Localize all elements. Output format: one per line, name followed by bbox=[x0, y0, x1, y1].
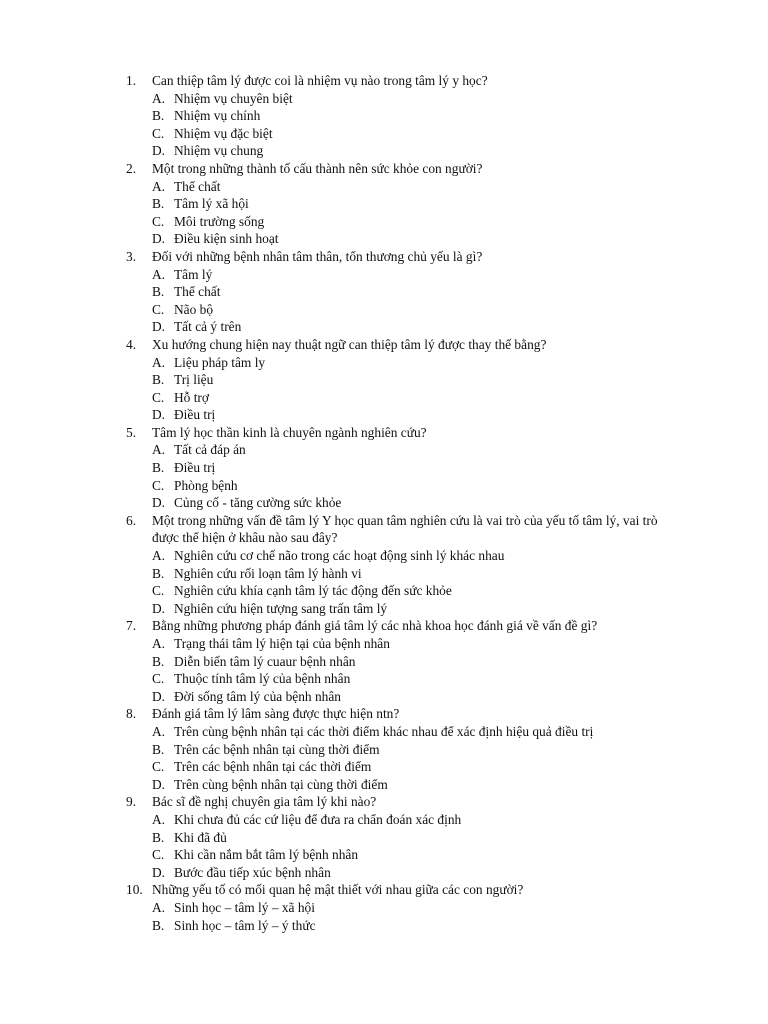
question-block bbox=[0, 336, 768, 424]
answer-option bbox=[0, 653, 768, 671]
answer-option bbox=[0, 301, 768, 319]
question-number: 6. bbox=[126, 512, 137, 528]
answer-option bbox=[0, 283, 768, 301]
answer-option bbox=[0, 741, 768, 759]
answer-option bbox=[0, 494, 768, 512]
question-block bbox=[0, 617, 768, 705]
answer-option bbox=[0, 758, 768, 776]
option-text: Điều trị bbox=[174, 407, 216, 423]
question-text: Can thiệp tâm lý được coi là nhiệm vụ nào trong tâm lý y học? bbox=[152, 73, 488, 88]
option-text: Thể chất bbox=[174, 178, 221, 194]
option-letter: D. bbox=[152, 688, 166, 704]
question bbox=[0, 512, 768, 547]
option-letter: C. bbox=[152, 125, 165, 141]
answer-option bbox=[0, 776, 768, 794]
option-text: Nghiên cứu khía cạnh tâm lý tác động đến sức khỏe bbox=[174, 583, 452, 599]
option-text: Trên các bệnh nhân tại cùng thời điểm bbox=[174, 741, 380, 757]
option-text: Môi trường sống bbox=[174, 213, 265, 229]
option-text: Khi đã đủ bbox=[174, 829, 227, 845]
option-text: Nghiên cứu rối loạn tâm lý hành vi bbox=[174, 565, 362, 581]
question-number: 8. bbox=[126, 706, 137, 722]
question-text: Xu hướng chung hiện nay thuật ngữ can thiệp tâm lý được thay thế bằng? bbox=[152, 336, 547, 352]
answer-option bbox=[0, 846, 768, 864]
question-number: 3. bbox=[126, 248, 137, 264]
option-letter: B. bbox=[152, 196, 165, 212]
option-letter: A. bbox=[152, 354, 166, 370]
option-text: Tất cả đáp án bbox=[174, 442, 246, 458]
option-text: Nghiên cứu hiện tượng sang trấn tâm lý bbox=[174, 600, 388, 616]
option-text: Nghiên cứu cơ chế não trong các hoạt động sinh lý khác nhau bbox=[174, 548, 505, 564]
option-text: Trên cùng bệnh nhân tại cùng thời điểm bbox=[174, 776, 388, 792]
answer-option bbox=[0, 582, 768, 600]
question-text: Bác sĩ đề nghị chuyên gia tâm lý khi nào? bbox=[152, 794, 377, 810]
option-text: Củng cố - tăng cường sức khỏe bbox=[174, 495, 342, 511]
answer-option bbox=[0, 371, 768, 389]
answer-option bbox=[0, 107, 768, 125]
option-text: Nhiệm vụ chính bbox=[174, 108, 261, 124]
option-letter: D. bbox=[152, 143, 166, 159]
answer-option bbox=[0, 90, 768, 108]
option-letter: B. bbox=[152, 372, 165, 388]
option-letter: A. bbox=[152, 548, 166, 564]
answer-option bbox=[0, 406, 768, 424]
answer-option bbox=[0, 389, 768, 407]
question bbox=[0, 248, 768, 266]
option-text: Liệu pháp tâm ly bbox=[174, 354, 266, 370]
option-text: Tâm lý bbox=[174, 266, 213, 282]
answer-option bbox=[0, 459, 768, 477]
option-letter: B. bbox=[152, 108, 165, 124]
option-letter: C. bbox=[152, 477, 165, 493]
option-text: Thể chất bbox=[174, 284, 221, 300]
question-block bbox=[0, 512, 768, 618]
question bbox=[0, 705, 768, 723]
answer-option bbox=[0, 670, 768, 688]
question-text: Những yếu tố có mối quan hệ mật thiết với nhau giữa các con người? bbox=[152, 882, 524, 898]
question-block bbox=[0, 248, 768, 336]
option-letter: A. bbox=[152, 811, 166, 827]
question-number: 5. bbox=[126, 424, 137, 440]
option-text: Tâm lý xã hội bbox=[174, 196, 249, 212]
option-letter: B. bbox=[152, 460, 165, 476]
answer-option bbox=[0, 635, 768, 653]
option-letter: B. bbox=[152, 565, 165, 581]
option-text: Khi cần nắm bắt tâm lý bệnh nhân bbox=[174, 847, 359, 863]
answer-option bbox=[0, 178, 768, 196]
option-letter: A. bbox=[152, 899, 166, 915]
option-letter: C. bbox=[152, 389, 165, 405]
option-text: Tất cả ý trên bbox=[174, 319, 242, 335]
option-letter: C. bbox=[152, 847, 165, 863]
question bbox=[0, 336, 768, 354]
option-letter: D. bbox=[152, 319, 166, 335]
option-letter: A. bbox=[152, 178, 166, 194]
answer-option bbox=[0, 688, 768, 706]
option-text: Hỗ trợ bbox=[174, 389, 209, 405]
question-block bbox=[0, 705, 768, 793]
option-text: Nhiệm vụ đặc biệt bbox=[174, 125, 273, 141]
question-number: 10. bbox=[126, 882, 143, 898]
answer-option bbox=[0, 266, 768, 284]
option-text: Sinh học – tâm lý – xã hội bbox=[174, 899, 315, 915]
option-letter: C. bbox=[152, 671, 165, 687]
option-text: Sinh học – tâm lý – ý thức bbox=[174, 917, 316, 933]
question-block bbox=[0, 881, 768, 934]
option-letter: A. bbox=[152, 723, 166, 739]
question-number: 9. bbox=[126, 794, 137, 810]
question bbox=[0, 424, 768, 442]
question-text: Một trong những vấn đề tâm lý Y học quan tâm nghiên cứu là vai trò của yếu tố tâm lý, vai trò được thể hiện ở khâu nào sau đây? bbox=[152, 512, 658, 546]
answer-option bbox=[0, 441, 768, 459]
option-text: Điều kiện sinh hoạt bbox=[174, 231, 279, 247]
option-text: Khi chưa đủ các cứ liệu để đưa ra chẩn đoán xác định bbox=[174, 811, 462, 827]
option-text: Trên các bệnh nhân tại các thời điểm bbox=[174, 759, 372, 775]
option-letter: A. bbox=[152, 90, 166, 106]
option-letter: A. bbox=[152, 636, 166, 651]
question-block bbox=[0, 160, 768, 248]
answer-option bbox=[0, 829, 768, 847]
option-text: Não bộ bbox=[174, 301, 214, 317]
option-text: Phòng bệnh bbox=[174, 477, 238, 493]
answer-option bbox=[0, 600, 768, 618]
answer-option bbox=[0, 213, 768, 231]
answer-option bbox=[0, 547, 768, 565]
option-letter: B. bbox=[152, 284, 165, 300]
option-letter: D. bbox=[152, 407, 166, 423]
question bbox=[0, 793, 768, 811]
option-text: Nhiệm vụ chung bbox=[174, 143, 264, 159]
answer-option bbox=[0, 899, 768, 917]
option-text: Thuộc tính tâm lý của bệnh nhân bbox=[174, 671, 351, 687]
question bbox=[0, 617, 768, 635]
question-number: 2. bbox=[126, 160, 137, 176]
answer-option bbox=[0, 477, 768, 495]
question-number: 1. bbox=[126, 73, 137, 88]
option-letter: B. bbox=[152, 741, 165, 757]
question-block bbox=[0, 793, 768, 881]
option-text: Đời sống tâm lý của bệnh nhân bbox=[174, 688, 341, 704]
answer-option bbox=[0, 230, 768, 248]
option-letter: D. bbox=[152, 600, 166, 616]
option-letter: B. bbox=[152, 917, 165, 933]
answer-option bbox=[0, 318, 768, 336]
question bbox=[0, 881, 768, 899]
question-text: Đối với những bệnh nhân tâm thân, tổn thương chủ yếu là gì? bbox=[152, 248, 483, 264]
option-text: Nhiệm vụ chuyên biệt bbox=[174, 90, 293, 106]
answer-option bbox=[0, 195, 768, 213]
answer-option bbox=[0, 125, 768, 143]
option-text: Trạng thái tâm lý hiện tại của bệnh nhân bbox=[174, 636, 390, 651]
question bbox=[0, 160, 768, 178]
answer-option bbox=[0, 864, 768, 882]
option-text: Trên cùng bệnh nhân tại các thời điểm khác nhau để xác định hiệu quả điều trị bbox=[174, 723, 594, 739]
answer-option bbox=[0, 354, 768, 372]
answer-option bbox=[0, 142, 768, 160]
question-text: Tâm lý học thần kinh là chuyên ngành nghiên cứu? bbox=[152, 424, 427, 440]
option-letter: D. bbox=[152, 864, 166, 880]
option-letter: C. bbox=[152, 301, 165, 317]
option-letter: D. bbox=[152, 495, 166, 511]
option-text: Diễn biến tâm lý cuaur bệnh nhân bbox=[174, 653, 356, 669]
question-number: 7. bbox=[126, 618, 137, 634]
option-letter: D. bbox=[152, 776, 166, 792]
option-text: Điều trị bbox=[174, 460, 216, 476]
answer-option bbox=[0, 917, 768, 935]
question-text: Đánh giá tâm lý lâm sàng được thực hiện ntn? bbox=[152, 706, 400, 722]
option-letter: A. bbox=[152, 266, 166, 282]
answer-option bbox=[0, 723, 768, 741]
option-letter: C. bbox=[152, 759, 165, 775]
answer-option bbox=[0, 811, 768, 829]
option-text: Trị liệu bbox=[174, 372, 214, 388]
question-number: 4. bbox=[126, 336, 137, 352]
option-text: Bước đầu tiếp xúc bệnh nhân bbox=[174, 864, 331, 880]
option-letter: B. bbox=[152, 829, 165, 845]
option-letter: B. bbox=[152, 653, 165, 669]
option-letter: D. bbox=[152, 231, 166, 247]
option-letter: C. bbox=[152, 583, 165, 599]
question-block bbox=[0, 72, 768, 160]
question-text: Bằng những phương pháp đánh giá tâm lý các nhà khoa học đánh giá về vấn đề gì? bbox=[152, 618, 598, 634]
quiz-document bbox=[0, 72, 768, 934]
answer-option bbox=[0, 565, 768, 583]
question-block bbox=[0, 424, 768, 512]
option-letter: C. bbox=[152, 213, 165, 229]
option-letter: A. bbox=[152, 442, 166, 458]
question bbox=[0, 72, 768, 90]
question-text: Một trong những thành tố cấu thành nên sức khỏe con người? bbox=[152, 160, 483, 176]
